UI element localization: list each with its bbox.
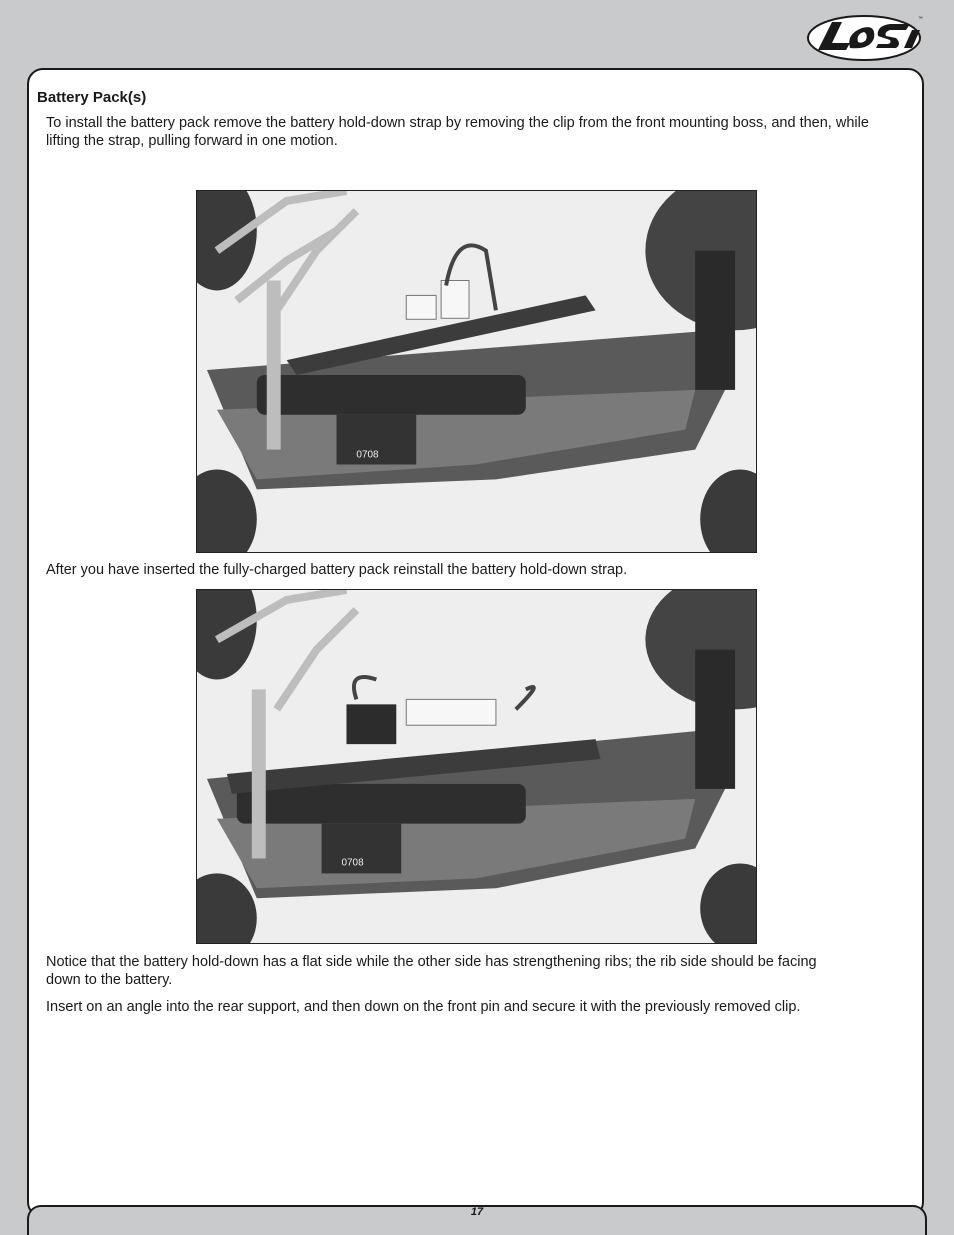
instruction-reinstall-strap: After you have inserted the fully-charged battery pack reinstall the battery hold-down strap. <box>46 562 628 578</box>
receiver-label: 0708 <box>341 857 364 869</box>
losi-logo <box>806 10 926 62</box>
photo-strap-installed <box>196 589 757 944</box>
receiver-label: 0708 <box>356 449 379 461</box>
instruction-secure-clip: Insert on an angle into the rear support, and then down on the front pin and secure it with the previously removed clip. <box>46 999 801 1015</box>
photo-strap-removed <box>196 190 757 553</box>
instruction-rib-side: Notice that the battery hold-down has a flat side while the other side has strengthening ribs; the rib side should be facing down to the battery. <box>46 954 817 988</box>
logo-trademark: ™ <box>918 16 923 22</box>
section-heading: Battery Pack(s) <box>37 89 147 106</box>
page-number: 17 <box>470 1206 484 1218</box>
instruction-remove-strap: To install the battery pack remove the battery hold-down strap by removing the clip from the front mounting boss, and then, while lifting the strap, pulling forward in one motion. <box>46 115 869 149</box>
